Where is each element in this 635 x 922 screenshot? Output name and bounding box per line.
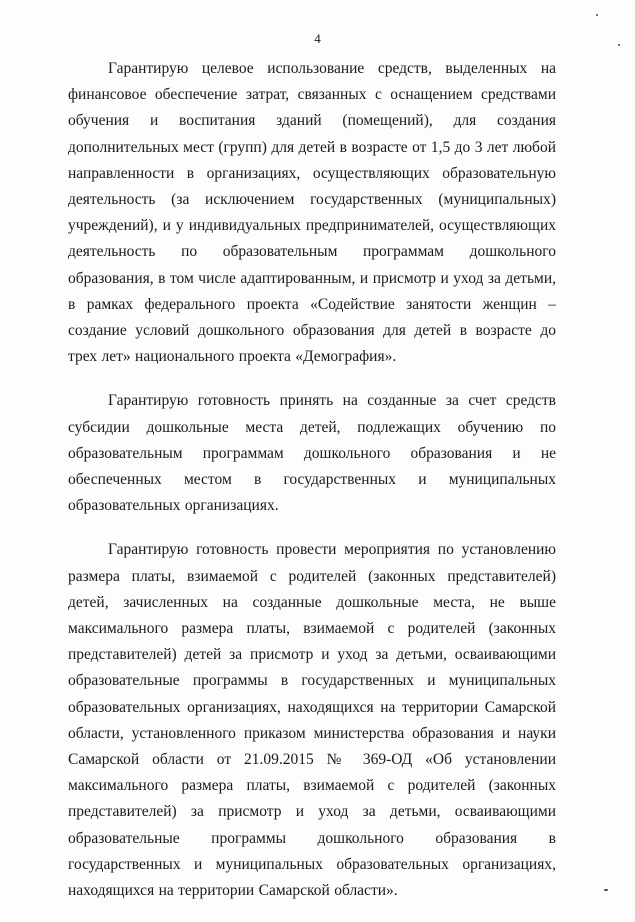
scan-speck [618,44,620,46]
page-number: 4 [314,31,321,46]
scan-speck [604,889,608,891]
scan-speck [596,14,598,16]
paragraph-readiness-to-accept: Гарантирую готовность принять на созданные за счет средств субсидии дошкольные места детей, подлежащих обучению по образовательным программам дошкольного образования и не обеспеченных местом в государственных и муниципальных образовательных организациях. [68,392,556,515]
paragraph-fee-guarantee: Гарантирую готовность провести мероприятия по установлению размера платы, взимаемой с родителей (законных представителей) детей, зачисленных на созданные дошкольные места, не выше максимального размера платы, взимаемой с родителей (законных представителей) детей за присмотр и уход за детьми, осваивающими образовательные программы в государственных и муниципальных образовательных организациях, находящихся на территории Самарской области, установленного приказом министерства образования и науки Самарской области от 21.09.2015 № 369-ОД «Об установлении максимального размера платы, взимаемой с родителей (законных представителей) за присмотр и уход за детьми, осваивающими образовательные программы дошкольного образования в государственных и муниципальных образовательных организациях, находящихся на территории Самарской области». [68,541,556,900]
paragraph-target-use-guarantee: Гарантирую целевое использование средств, выделенных на финансовое обеспечение затрат, связанных с оснащением средствами обучения и воспитания зданий (помещений), для создания дополнительных мест (групп) для детей в возрасте от 1,5 до 3 лет любой направленности в организациях, осуществляющих образовательную деятельность (за исключением государственных (муниципальных) учреждений), и у индивидуальных предпринимателей, осуществляющих деятельность по образовательным программам дошкольного образования, в том числе адаптированным, и присмотр и уход за детьми, в рамках федерального проекта «Содействие занятости женщин – создание условий дошкольного образования для детей в возрасте до трех лет» национального проекта «Демография». [68,60,556,366]
document-body [68,56,556,922]
